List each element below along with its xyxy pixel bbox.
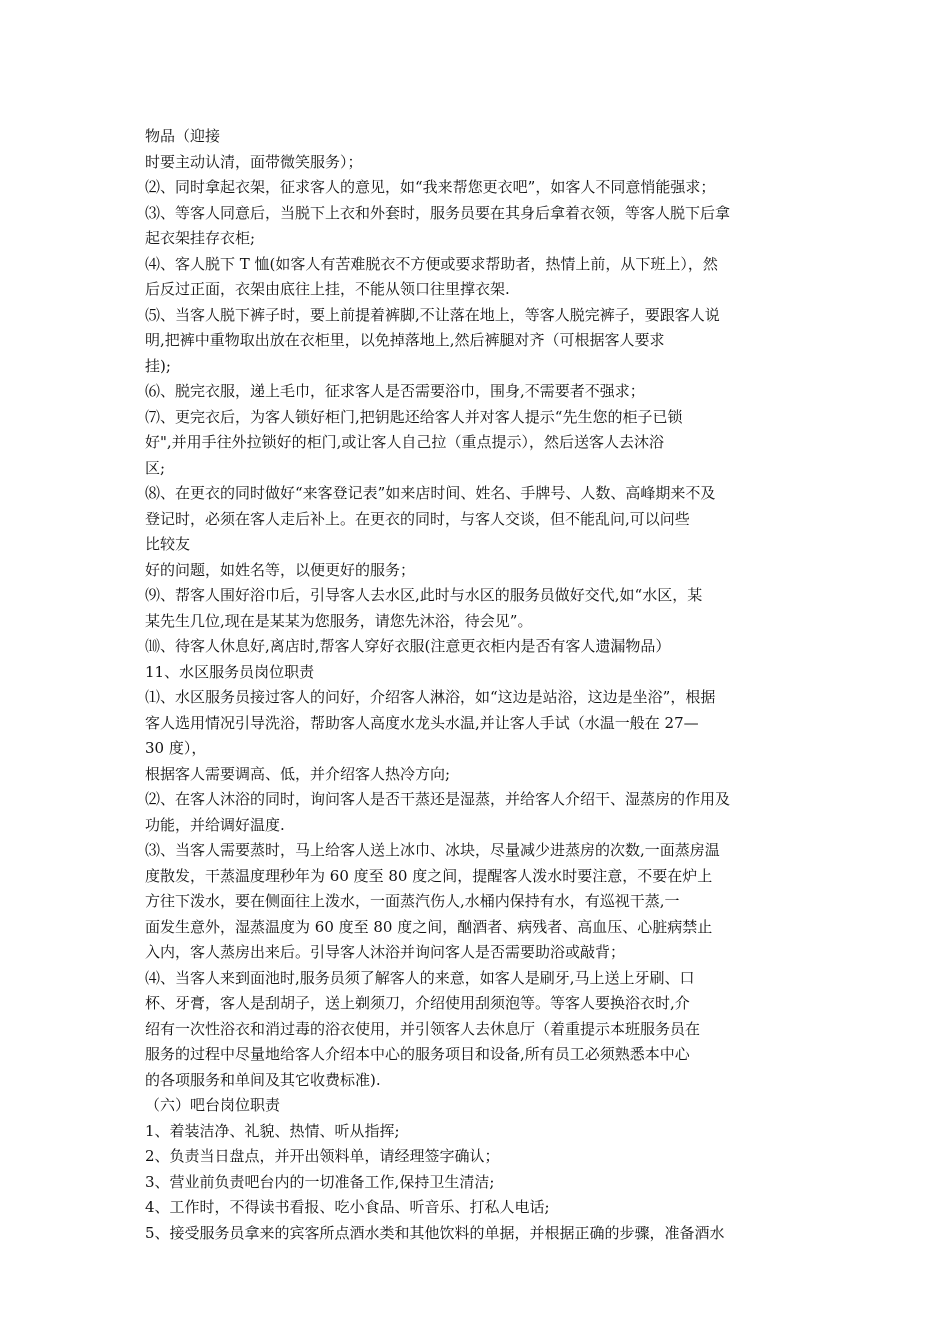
text-line: ⑷、当客人来到面池时,服务员须了解客人的来意，如客人是刷牙,马上送上牙刷、口 [145, 968, 695, 987]
section-heading: （六）吧台岗位职责 [145, 1096, 281, 1114]
text-line: 度散发，干蒸温度理秒年为 60 度至 80 度之间，提醒客人泼水时要注意，不要在炉上 [145, 866, 713, 885]
text-line: ⑼、帮客人围好浴巾后，引导客人去水区,此时与水区的服务员做好交代,如“水区，某 [145, 586, 703, 604]
text-line: 面发生意外，湿蒸温度为 60 度至 80 度之间，酗酒者、病残者、高血压、心脏病禁止 [145, 917, 713, 936]
document-body [145, 124, 805, 1246]
text-line: 明,把裤中重物取出放在衣柜里，以免掉落地上,然后裤腿对齐（可根据客人要求 [145, 331, 665, 349]
text-line: 时要主动认清，面带微笑服务）； [145, 152, 363, 171]
text-line: 某先生几位,现在是某某为您服务，请您先沐浴，待会见”。 [145, 611, 533, 630]
section-heading: 11、水区服务员岗位职责 [145, 662, 315, 681]
text-line: ⑻、在更衣的同时做好“来客登记表”如来店时间、姓名、手牌号、人数、高峰期来不及 [145, 484, 716, 502]
text-line: 30 度）， [145, 739, 207, 757]
text-line: 入内，客人蒸房出来后。引导客人沐浴并询问客人是否需要助浴或敲背； [145, 943, 626, 961]
text-line: 区; [145, 458, 166, 477]
text-line: 功能，并给调好温度. [145, 815, 285, 834]
text-line: 方往下泼水，要在侧面往上泼水，一面蒸汽伤人,水桶内保持有水，有巡视干蒸,一 [145, 892, 680, 910]
text-line: 的各项服务和单间及其它收费标准). [145, 1070, 381, 1089]
text-line: 5、接受服务员拿来的宾客所点酒水类和其他饮料的单据，并根据正确的步骤，准备酒水 [145, 1223, 725, 1242]
text-line: 起衣架挂存衣柜; [145, 229, 256, 247]
text-line: 好的问题，如姓名等，以便更好的服务； [145, 560, 416, 579]
text-line: 3、营业前负责吧台内的一切准备工作,保持卫生清洁; [145, 1172, 495, 1191]
text-line: 绍有一次性浴衣和消过毒的浴衣使用，并引领客人去休息厅（着重提示本班服务员在 [145, 1019, 701, 1038]
text-line: ⑶、等客人同意后，当脱下上衣和外套时，服务员要在其身后拿着衣领，等客人脱下后拿 [145, 203, 731, 222]
text-line: 根据客人需要调高、低，并介绍客人热冷方向; [145, 764, 451, 783]
text-line: ⑸、当客人脱下裤子时，要上前提着裤脚,不让落在地上，等客人脱完裤子，要跟客人说 [145, 305, 720, 324]
text-line: 后反过正面，衣架由底往上挂，不能从领口往里撑衣架. [145, 280, 510, 298]
text-line: 杯、牙膏，客人是刮胡子，送上剃须刀，介绍使用刮须泡等。等客人要换浴衣时,介 [145, 994, 690, 1012]
text-line: ⑶、当客人需要蒸时，马上给客人送上冰巾、冰块，尽量减少进蒸房的次数,一面蒸房温 [145, 841, 720, 859]
text-line: ⑵、同时拿起衣架，征求客人的意见，如“我来帮您更衣吧”，如客人不同意悄能强求； [145, 178, 716, 196]
text-line: 1、着装洁净、礼貌、热情、听从指挥; [145, 1121, 400, 1140]
text-line: ⑹、脱完衣服，递上毛巾，征求客人是否需要浴巾，围身,不需要者不强求； [145, 382, 645, 400]
text-line: 4、工作时，不得读书看报、吃小食品、听音乐、打私人电话; [145, 1198, 550, 1216]
text-line: 2、负责当日盘点，并开出领料单，请经理签字确认； [145, 1147, 500, 1165]
text-line: 登记时，必须在客人走后补上。在更衣的同时，与客人交谈，但不能乱问,可以问些 [145, 509, 690, 528]
text-line: ⑷、客人脱下 T 恤(如客人有苦难脱衣不方便或要求帮助者，热情上前，从下班上），然 [145, 254, 718, 273]
text-line: ⑴、水区服务员接过客人的问好，介绍客人淋浴，如“这边是站浴，这边是坐浴”，根据 [145, 688, 716, 706]
text-line: 物品（迎接 [145, 127, 221, 145]
text-line: 客人选用情况引导洗浴，帮助客人高度水龙头水温,并让客人手试（水温一般在 27— [145, 713, 699, 732]
text-line: 挂); [145, 356, 171, 375]
text-line: ⑽、待客人休息好,离店时,帮客人穿好衣服(注意更衣柜内是否有客人遗漏物品） [145, 637, 671, 655]
text-line: ⑵、在客人沐浴的同时，询问客人是否干蒸还是湿蒸，并给客人介绍干、湿蒸房的作用及 [145, 790, 731, 808]
text-line: ⑺、更完衣后，为客人锁好柜门,把钥匙还给客人并对客人提示“先生您的柜子已锁 [145, 407, 683, 426]
text-line: 好",并用手往外拉锁好的柜门,或让客人自己拉（重点提示），然后送客人去沐浴 [145, 433, 664, 451]
text-line: 比较友 [145, 535, 191, 553]
text-line: 服务的过程中尽量地给客人介绍本中心的服务项目和设备,所有员工必须熟悉本中心 [145, 1045, 690, 1063]
